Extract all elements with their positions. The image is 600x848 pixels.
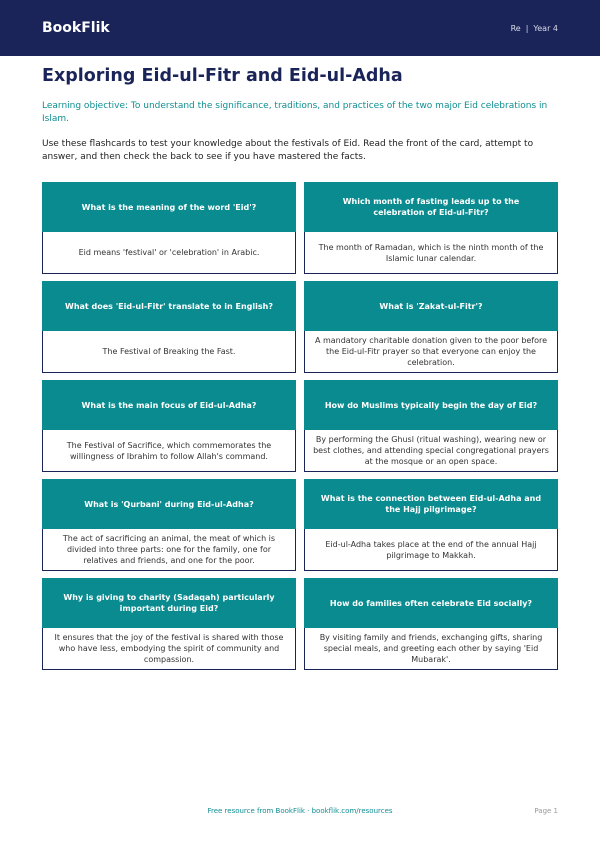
flashcard-question: What is 'Qurbani' during Eid-ul-Adha? — [42, 479, 296, 529]
flashcard — [42, 578, 296, 670]
flashcard-question: What is the connection between Eid-ul-Adha and the Hajj pilgrimage? — [304, 479, 558, 529]
flashcard — [42, 182, 296, 274]
footer-credit[interactable]: Free resource from BookFlik · bookflik.com/resources — [207, 807, 393, 815]
flashcard-question: What does 'Eid-ul-Fitr' translate to in English? — [42, 281, 296, 331]
flashcard — [304, 380, 558, 472]
flashcard-question: What is 'Zakat-ul-Fitr'? — [304, 281, 558, 331]
page-number: Page 1 — [534, 807, 558, 815]
flashcard-question: Why is giving to charity (Sadaqah) particularly important during Eid? — [42, 578, 296, 628]
page-title: Exploring Eid-ul-Fitr and Eid-ul-Adha — [42, 66, 403, 86]
flashcard — [42, 380, 296, 472]
flashcard-answer: The month of Ramadan, which is the ninth month of the Islamic lunar calendar. — [304, 232, 558, 274]
flashcard-answer: The Festival of Breaking the Fast. — [42, 331, 296, 373]
flashcard — [304, 479, 558, 571]
flashcard-answer: Eid-ul-Adha takes place at the end of the annual Hajj pilgrimage to Makkah. — [304, 529, 558, 571]
flashcard — [304, 182, 558, 274]
header-bar — [0, 0, 600, 56]
flashcard — [42, 479, 296, 571]
header-meta — [511, 24, 558, 33]
flashcard-answer: It ensures that the joy of the festival is shared with those who have less, embodying the spirit of community and compassion. — [42, 628, 296, 670]
flashcard — [304, 578, 558, 670]
flashcard — [304, 281, 558, 373]
flashcard-grid — [42, 182, 558, 670]
learning-objective: Learning objective: To understand the significance, traditions, and practices of the two major Eid celebrations in Islam. — [42, 101, 548, 124]
flashcard-answer: The Festival of Sacrifice, which commemorates the willingness of Ibrahim to follow Allah's command. — [42, 430, 296, 472]
brand-logo[interactable]: BookFlik — [42, 20, 110, 36]
intro-text: Use these flashcards to test your knowledge about the festivals of Eid. Read the front of the card, attempt to answer, and then check the back to see if you have mastered the facts. — [42, 139, 534, 162]
flashcard-question: How do families often celebrate Eid socially? — [304, 578, 558, 628]
subject-label: Re — [510, 23, 521, 33]
flashcard — [42, 281, 296, 373]
flashcard-answer: The act of sacrificing an animal, the meat of which is divided into three parts: one for the family, one for relatives and friends, and one for the poor. — [42, 529, 296, 571]
flashcard-question: How do Muslims typically begin the day of Eid? — [304, 380, 558, 430]
flashcard-question: What is the meaning of the word 'Eid'? — [42, 182, 296, 232]
flashcard-question: Which month of fasting leads up to the celebration of Eid-ul-Fitr? — [304, 182, 558, 232]
meta-separator: | — [525, 23, 529, 33]
year-label: Year 4 — [533, 23, 558, 33]
flashcard-answer: A mandatory charitable donation given to the poor before the Eid-ul-Fitr prayer so that everyone can enjoy the celebration. — [304, 331, 558, 373]
flashcard-answer: By visiting family and friends, exchanging gifts, sharing special meals, and greeting each other by saying 'Eid Mubarak'. — [304, 628, 558, 670]
flashcard-question: What is the main focus of Eid-ul-Adha? — [42, 380, 296, 430]
flashcard-answer: By performing the Ghusl (ritual washing), wearing new or best clothes, and attending special congregational prayers at the mosque or an open space. — [304, 430, 558, 472]
flashcard-answer: Eid means 'festival' or 'celebration' in Arabic. — [42, 232, 296, 274]
